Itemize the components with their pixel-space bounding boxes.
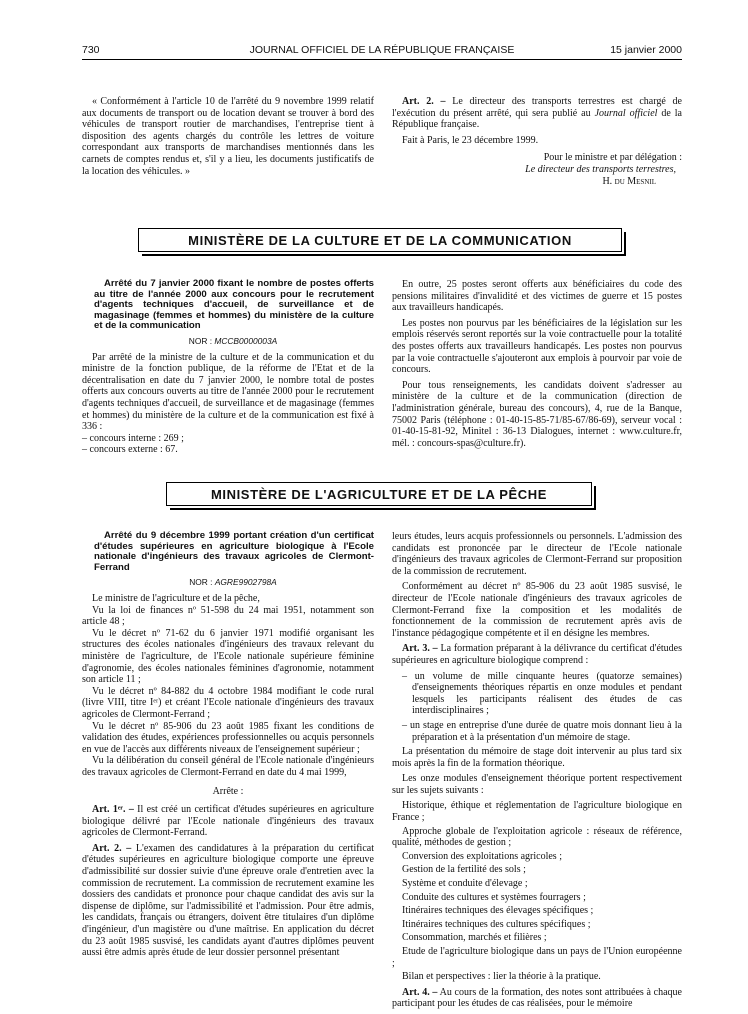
signatory-name: H. du Mesnil xyxy=(602,175,656,187)
issue-date: 15 janvier 2000 xyxy=(610,44,682,56)
agriculture-right-column xyxy=(392,531,682,1014)
module-item: Historique, éthique et réglementation de l'agriculture biologique en France ; xyxy=(392,800,682,824)
agriculture-art1-paragraph: Art. 1ᵉʳ. – Il est créé un certificat d'études supérieures en agriculture biologique délivré par l'Ecole nationale d'ingénieurs des travaux agricoles de Clermont-Ferrand. xyxy=(82,804,374,839)
culture-arrete-title: Arrêté du 7 janvier 2000 fixant le nombre de postes offerts au titre de l'année 2000 aux concours pour le recrutement d'agents techniques d'accueil, de surveillance et de magasinage (femmes et hommes) du ministère de la culture et de la communication xyxy=(94,278,374,332)
visa-paragraph: Vu la délibération du conseil général de l'Ecole nationale d'ingénieurs des travaux agricoles de Clermont-Ferrand en date du 4 mai 1999, xyxy=(82,755,374,778)
top-right-column xyxy=(392,96,682,187)
visa-paragraph: Vu la loi de finances nº 51-598 du 24 mai 1951, notamment son article 48 ; xyxy=(82,604,374,628)
article-label: Art. 2. – xyxy=(402,96,446,107)
agriculture-paragraph: Conformément au décret nº 85-906 du 23 août 1985 susvisé, le directeur de l'Ecole nationale d'ingénieurs des travaux agricoles de Clermont-Ferrand fixe la composition et les modalités de fonctionnement de la commission de recrutement après avis de l'instance pédagogique compétente et il en désigne les membres. xyxy=(392,581,682,639)
header-rule xyxy=(82,59,682,60)
module-item: Bilan et perspectives : lier la théorie à la pratique. xyxy=(402,971,601,983)
running-header xyxy=(82,44,682,58)
module-item: Itinéraires techniques des élevages spécifiques ; xyxy=(402,905,594,917)
culture-nor-reference: NOR : MCCB0000003A xyxy=(188,335,278,346)
delegation-line: Pour le ministre et par délégation : xyxy=(543,152,682,164)
article-label: Art. 3. – xyxy=(402,643,438,655)
culture-paragraph: Pour tous renseignements, les candidats doivent s'adresser au ministère de la culture et de la communication (direction de l'administration générale, bureau des concours), 4, rue de la Banque, 75002 Paris (téléphone : 01-40-15-85-71/85-67/86-69), serveur vocal : 01-40-15-81-92, Minitel : 36-13 Dialogues, internet : www.culture.fr, mél. : concours-spas@culture.fr). xyxy=(392,379,682,449)
article-label: Art. 1ᵉʳ. – xyxy=(92,804,134,816)
agriculture-left-column xyxy=(82,531,374,963)
director-title: Le directeur des transports terrestres, xyxy=(525,163,676,175)
transport-art2-paragraph: Art. 2. – Le directeur des transports terrestres est chargé de l'exécution du présent arrêté, qui sera publié au Journal officiel de la République française. xyxy=(392,96,682,131)
agriculture-arrete-title: Arrêté du 9 décembre 1999 portant création d'un certificat d'études supérieures en agriculture biologique à l'Ecole nationale d'ingénieurs des travaux agricoles de Clermont-Ferrand xyxy=(94,530,374,573)
arrete-word: Arrête : xyxy=(212,786,244,798)
agriculture-art2-paragraph: Art. 2. – L'examen des candidatures à la préparation du certificat d'études supérieures en agriculture biologique comporte une épreuve d'admissibilité sur dossier suivie d'une épreuve orale d'entretien avec la commission de recrutement. La commission de recrutement examine les dossiers des candidats et prononce pour chaque candidat des avis sur la dispense de diplôme, sur l'admissibilité et l'admission. Pour être admis, les candidats, français ou étrangers, doivent être titulaires d'un diplôme d'ingénieur, d'un magistère ou d'une maîtrise. En application du décret du 23 août 1985 susvisé, les candidats ayant d'autres diplômes peuvent aussi être admis après étude de leur dossier personnel présentant xyxy=(82,842,374,959)
article-label: Art. 4. – xyxy=(402,986,438,998)
journal-name: Journal officiel xyxy=(594,107,658,119)
module-item: Conduite des cultures et systèmes fourragers ; xyxy=(402,891,586,903)
module-item: Itinéraires techniques des cultures spécifiques ; xyxy=(402,918,591,930)
ministry-agriculture-heading: MINISTÈRE DE L'AGRICULTURE ET DE LA PÊCHE xyxy=(166,482,592,506)
visa-paragraph: Vu le décret nº 84-882 du 4 octobre 1984 modifiant le code rural (livre VIII, titre Iᵉʳ) et créant l'Ecole nationale d'ingénieurs des travaux agricoles de Clermont-Ferrand ; xyxy=(82,685,374,720)
page-number: 730 xyxy=(82,44,100,56)
agriculture-paragraph: La présentation du mémoire de stage doit intervenir au plus tard six mois après la fin de la formation théorique. xyxy=(392,746,682,769)
visa-paragraph: Le ministre de l'agriculture et de la pêche, xyxy=(92,592,260,604)
culture-right-column xyxy=(392,279,682,453)
article-label: Art. 2. – xyxy=(92,842,132,854)
art3-list-item: – un stage en entreprise d'une durée de quatre mois donnant lieu à la préparation et à la présentation d'un mémoire de stage. xyxy=(402,719,682,743)
culture-intro-paragraph: Par arrêté de la ministre de la culture et de la communication et du ministre de la fonction publique, de la réforme de l'Etat et de la décentralisation en date du 7 janvier 2000, le nombre total de postes offerts aux concours ouverts au titre de l'année 2000 pour le recrutement d'agents techniques d'accueil, de surveillance et de magasinage (femmes et hommes) du ministère de la culture et de la communication est fixé à 336 : xyxy=(82,351,374,433)
module-item: Gestion de la fertilité des sols ; xyxy=(402,864,526,876)
top-left-column xyxy=(82,96,374,181)
agriculture-nor-reference: NOR : AGRE9902798A xyxy=(189,577,277,588)
culture-left-column xyxy=(82,279,374,456)
module-item: Etude de l'agriculture biologique dans un pays de l'Union européenne ; xyxy=(392,946,682,969)
culture-paragraph: Les postes non pourvus par les bénéficiaires de la législation sur les emplois réservés seront reportés sur la voie contractuelle pour la totalité des postes offerts aux travailleurs handicapés. Les postes non pourvus par la voie contractuelle s'ajouteront aux emplois à pourvoir par voie de concours. xyxy=(392,317,682,376)
visa-paragraph: Vu le décret nº 85-906 du 23 août 1985 fixant les conditions de validation des études, expériences professionnelles ou acquis personnels en vue de l'accès aux différents niveaux de l'enseignement supérieur ; xyxy=(82,720,374,755)
module-item: Conversion des exploitations agricoles ; xyxy=(402,850,562,862)
ministry-culture-heading: MINISTÈRE DE LA CULTURE ET DE LA COMMUNICATION xyxy=(138,228,622,252)
culture-paragraph: En outre, 25 postes seront offerts aux bénéficiaires du code des pensions militaires d'invalidité et des victimes de guerre et 15 postes aux travailleurs handicapés. xyxy=(392,279,682,314)
module-item: Consommation, marchés et filières ; xyxy=(402,932,547,944)
module-item: Approche globale de l'exploitation agricole : réseaux de référence, qualité, méthodes de gestion ; xyxy=(392,825,682,849)
culture-list-item: – concours externe : 67. xyxy=(82,444,178,456)
quoted-article-paragraph: « Conformément à l'article 10 de l'arrêté du 9 novembre 1999 relatif aux documents de transport ou de location devant se trouver à bord des véhicules de transport routier de marchandises, l'entreprise tient à disposition des agents chargés du contrôle les lettres de voiture correspondant aux transports de marchandises mentionnés dans les carnets de comptes rendus et, s'il y a lieu, les documents justificatifs de la location des véhicules. » xyxy=(82,96,374,177)
journal-title: JOURNAL OFFICIEL DE LA RÉPUBLIQUE FRANÇAISE xyxy=(249,44,515,56)
done-at-line: Fait à Paris, le 23 décembre 1999. xyxy=(402,134,539,146)
agriculture-paragraph: Les onze modules d'enseignement théorique portent respectivement sur les sujets suivants : xyxy=(392,773,682,796)
art3-list-item: – un volume de mille cinquante heures (quatorze semaines) d'enseignements théoriques répartis en onze modules et pendant lesquels les participants réalisent des études de cas interdisciplinaires ; xyxy=(402,670,682,717)
culture-list-item: – concours interne : 269 ; xyxy=(82,432,184,444)
visa-paragraph: Vu le décret nº 71-62 du 6 janvier 1971 modifié organisant les structures des écoles nationales d'ingénieurs des travaux relevant du ministère de l'agriculture, de l'Ecole nationale supérieure féminine d'agronomie, des écoles nationales féminines d'agronomie, notamment son article 11 ; xyxy=(82,627,374,686)
module-item: Système et conduite d'élevage ; xyxy=(402,878,528,890)
agriculture-art4-paragraph: Art. 4. – Au cours de la formation, des notes sont attribuées à chaque participant pour les études de cas réalisées, pour le mémoire xyxy=(392,986,682,1010)
agriculture-paragraph: leurs études, leurs acquis professionnels ou personnels. L'admission des candidats est prononcée par le directeur de l'Ecole nationale d'ingénieurs des travaux agricoles de Clermont-Ferrand sur proposition de la commission de recrutement. xyxy=(392,531,682,577)
agriculture-art3-paragraph: Art. 3. – La formation préparant à la délivrance du certificat d'études supérieures en agriculture biologique comprend : xyxy=(392,643,683,666)
